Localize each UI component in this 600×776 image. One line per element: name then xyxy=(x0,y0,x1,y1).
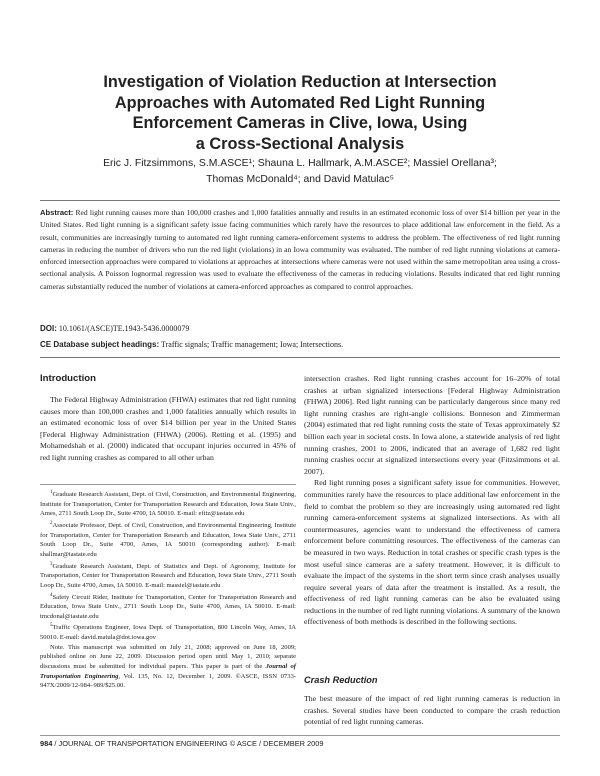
page-footer xyxy=(40,739,560,748)
author-line: Thomas McDonald⁴; and David Matulac⁵ xyxy=(206,174,394,185)
paragraph: The best measure of the impact of red light running cameras is reduction in crashes. Several studies have been conducted to compare the crash reduction potential of red light running cameras. xyxy=(304,694,560,727)
paragraph: intersection crashes. Red light running crashes account for 16–20% of total crashes at urban signalized intersections [Federal Highway Administration (FHWA) 2006]. Red light running can be particularly dangerous since many red light running crashes are right-angle collisions. Bonneson and Zimmerman (2004) estimated that red light running costs the state of Texas approximately $2 billion each year in societal costs. In Iowa alone, a statewide analysis of red light running crashes, 2001 to 2006, indicated that an average of 1,682 red light running crashes occur at signalized intersections every year (Fitzsimmons et al. 2007). xyxy=(304,374,560,476)
right-column-body xyxy=(304,373,560,628)
footnote xyxy=(40,621,296,642)
footnote-number: 4 xyxy=(50,592,53,598)
title-line: Enforcement Cameras in Clive, Iowa, Using xyxy=(132,114,468,132)
footer-divider xyxy=(40,735,560,736)
left-column-body xyxy=(40,394,296,464)
footnote xyxy=(40,488,296,519)
section-heading-crash-reduction: Crash Reduction xyxy=(304,675,378,685)
author-list xyxy=(60,156,540,188)
note-text: , Vol. 135, No. 12, December 1, 2009. ©ASCE, ISSN 0733-947X/2009/12-984–989/$25.00. xyxy=(40,672,296,690)
page-number: 984 xyxy=(40,739,53,748)
footnote-number: 3 xyxy=(50,561,53,567)
footnote-text: Associate Professor, Dept. of Civil, Construction, and Environmental Engineering, Institute for Transportation, Center for Transportation Research and Education, Iowa State Univ., 2711 South Loop Dr., Suite 4700, Ames, IA 50010 (corresponding author). E-mail: shallmar@iastate.edu xyxy=(40,522,296,558)
footnote-text: Traffic Operations Engineer, Iowa Dept. of Transportation, 800 Lincoln Way, Ames, IA 50010. E-mail: david.matula@dot.iowa.gov xyxy=(40,624,296,642)
doi-label: DOI: xyxy=(40,324,57,333)
divider xyxy=(40,200,560,201)
footnote-number: 1 xyxy=(50,490,53,495)
subject-headings-label: CE Database subject headings: xyxy=(40,340,160,349)
abstract-text: Red light running causes more than 100,000 crashes and 1,000 fatalities annually and results in an estimated economic loss of over $14 billion per year in the United States. Red light running is a significant safety issue facing communities which rarely have the resources to place additional law enforcement in the field. As a result, communities are increasingly turning to automated red light running camera-enforcement systems to address the problem. The effectiveness of red light running cameras in reducing the number of drivers who run the red light (violations) in an Iowa community was evaluated. The number of red light running violations at camera-enforced intersection approaches were compared to violations at approaches at intersections where cameras were not used within the same metropolitan area using a cross-sectional analysis. A Poisson lognormal regression was used to evaluate the effectiveness of the cameras in reducing violations. Results indicated that red light running cameras substantially reduced the number of violations at camera-enforced approaches as compared to control approaches. xyxy=(40,208,560,291)
footnote-number: 5 xyxy=(50,623,53,629)
doi-line xyxy=(40,324,189,333)
subject-headings xyxy=(40,340,343,349)
paragraph: Red light running poses a significant safety issue for communities. However, communities rarely have the resources to place additional law enforcement in the field to combat the problem so they are increasingly using automated red light running camera-enforcement systems at signalized intersections. As with all countermeasures, agencies want to understand the effectiveness of camera enforcement before committing resources. The effectiveness of the cameras can be measured in two ways. Reduction in total crashes or specific crash types is the most useful since cameras are a safety treatment. However, it is difficult to evaluate the impact of the systems in the short term since crash analyses usually require several years of data after the treatment is installed. As a result, the effectiveness of red light running cameras can be also be evaluated using reductions in the number of red light running violations. A summary of the known effectiveness of both methods is described in the following sections. xyxy=(304,478,560,627)
submission-note xyxy=(40,643,296,691)
divider xyxy=(40,357,560,358)
note-text: Note. This manuscript was submitted on July 21, 2008; approved on June 18, 2009; published online on June 22, 2009. Discussion period open until May 1, 2010; separate discussions must be submitted for individual papers. This paper is part of the xyxy=(40,643,296,671)
abstract-label: Abstract: xyxy=(40,208,74,217)
footnote xyxy=(40,519,296,560)
author-line: Eric J. Fitzsimmons, S.M.ASCE¹; Shauna L. Hallmark, A.M.ASCE²; Massiel Orellana³; xyxy=(103,158,497,169)
title-line: Approaches with Automated Red Light Running xyxy=(114,93,486,112)
footnote-number: 2 xyxy=(50,520,53,526)
paper-title xyxy=(60,72,540,154)
title-line: Investigation of Violation Reduction at Intersection xyxy=(103,73,497,91)
journal-name: Journal of Transportation Engineering xyxy=(40,663,296,680)
abstract xyxy=(40,207,560,293)
footnote-text: Graduate Research Assistant, Dept. of Statistics and Dept. of Agronomy, Institute for Transportation, Center for Transportation Research and Education, Iowa State Univ., 2711 South Loop Dr., Suite 4700, Ames, IA 50010. E-mail: massiel@iastate.edu xyxy=(40,562,296,589)
running-footer: / JOURNAL OF TRANSPORTATION ENGINEERING © ASCE / DECEMBER 2009 xyxy=(52,739,324,748)
doi-link[interactable]: 10.1061/(ASCE)TE.1943-5436.0000079 xyxy=(58,324,190,333)
title-line: a Cross-Sectional Analysis xyxy=(195,134,405,153)
section-heading-introduction: Introduction xyxy=(40,373,96,384)
footnotes xyxy=(40,488,296,691)
footnote xyxy=(40,591,296,622)
footnote xyxy=(40,560,296,591)
paragraph: The Federal Highway Administration (FHWA) estimates that red light running causes more than 100,000 crashes and 1,000 fatalities annually which results in an estimated economic loss of over $14 billion per year in the United States [Federal Highway Administration (FHWA) (2006). Retting et al. (1995) and Mohamedshah et al. (2000) indicated that occupant injuries occurred in 45% of red light running crashes as compared to all other urban xyxy=(40,395,296,462)
footnote-divider xyxy=(40,484,296,485)
footnote-text: Graduate Research Assistant, Dept. of Civil, Construction, and Environmental Engineering, Institute for Transportation, Center for Transportation Research and Education, Iowa State Univ., Ames, 2711 South Loop Dr., Suite 4700, IA 50010. E-mail: efitz@iastate.edu xyxy=(40,491,296,518)
subject-headings-text: Traffic signals; Traffic management; Iowa; Intersections. xyxy=(161,340,344,349)
footnote-text: Safety Circuit Rider, Institute for Transportation, Center for Transportation Research and Education, Iowa State Univ., 2711 South Loop Dr., Suite 4700, Ames, IA 50010. E-mail: tmcdonal@iastate.edu xyxy=(40,593,296,620)
right-column-body-continued xyxy=(304,693,560,728)
